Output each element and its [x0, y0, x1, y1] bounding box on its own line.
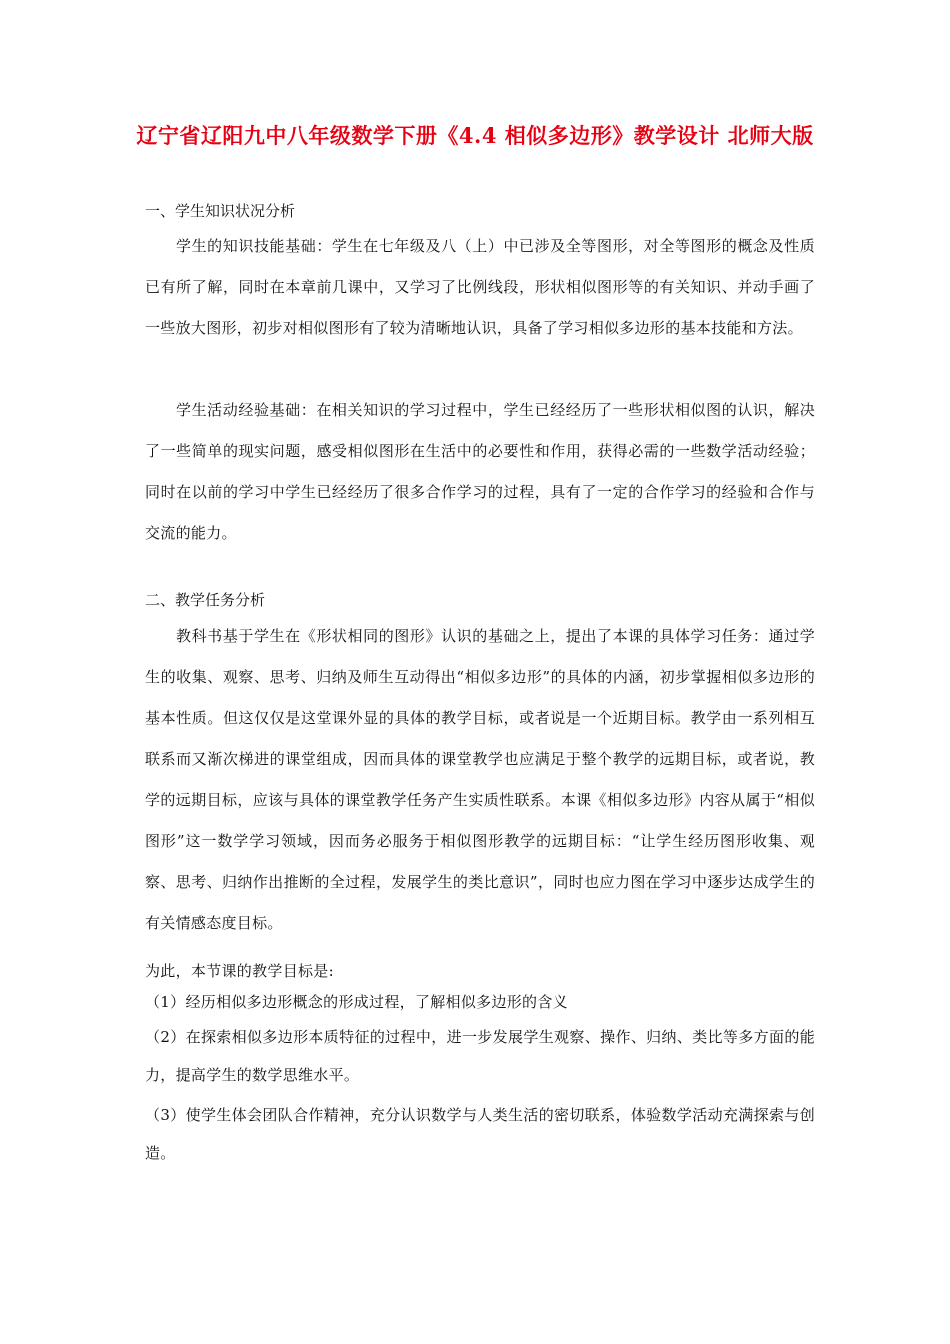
document-title: 辽宁省辽阳九中八年级数学下册《4.4 相似多边形》教学设计 北师大版	[136, 123, 814, 148]
section-heading-task-analysis: 二、教学任务分析	[145, 591, 266, 609]
paragraph-activity-experience: 学生活动经验基础：在相关知识的学习过程中，学生已经经历了一些形状相似图的认识，解决了一些简单的现实问题，感受相似图形在生活中的必要性和作用，获得必需的一些数学活动经验；同时在以前的学习中学生已经经历了很多合作学习的过程，具有了一定的合作学习的经验和合作与交流的能力。	[145, 401, 815, 542]
goal-item: （2）在探索相似多边形本质特征的过程中，进一步发展学生观察、操作、归纳、类比等多方面的能力，提高学生的数学思维水平。	[145, 1028, 815, 1084]
paragraph-task-analysis: 教科书基于学生在《形状相同的图形》认识的基础之上，提出了本课的具体学习任务：通过学生的收集、观察、思考、归纳及师生互动得出“相似多边形”的具体的内涵，初步掌握相似多边形的基本性质。但这仅仅是这堂课外显的具体的教学目标，或者说是一个近期目标。教学由一系列相互联系而又渐次梯进的课堂组成，因而具体的课堂教学也应满足于整个教学的远期目标，或者说，教学的远期目标，应该与具体的课堂教学任务产生实质性联系。本课《相似多边形》内容从属于“相似图形”这一数学学习领域，因而务必服务于相似图形教学的远期目标：“让学生经历图形收集、观察、思考、归纳作出推断的全过程，发展学生的类比意识”，同时也应力图在学习中逐步达成学生的有关情感态度目标。	[145, 627, 815, 932]
paragraph-knowledge-basis: 学生的知识技能基础：学生在七年级及八（上）中已涉及全等图形，对全等图形的概念及性质已有所了解，同时在本章前几课中，又学习了比例线段，形状相似图形等的有关知识、并动手画了一些放大图形，初步对相似图形有了较为清晰地认识，具备了学习相似多边形的基本技能和方法。	[145, 237, 815, 337]
section-heading-student-analysis: 一、学生知识状况分析	[145, 202, 296, 220]
goals-intro: 为此，本节课的教学目标是:	[145, 962, 334, 980]
goal-item: （1）经历相似多边形概念的形成过程，了解相似多边形的含义	[145, 993, 568, 1011]
goal-item: （3）使学生体会团队合作精神，充分认识数学与人类生活的密切联系，体验数学活动充满探索与创造。	[145, 1106, 815, 1162]
